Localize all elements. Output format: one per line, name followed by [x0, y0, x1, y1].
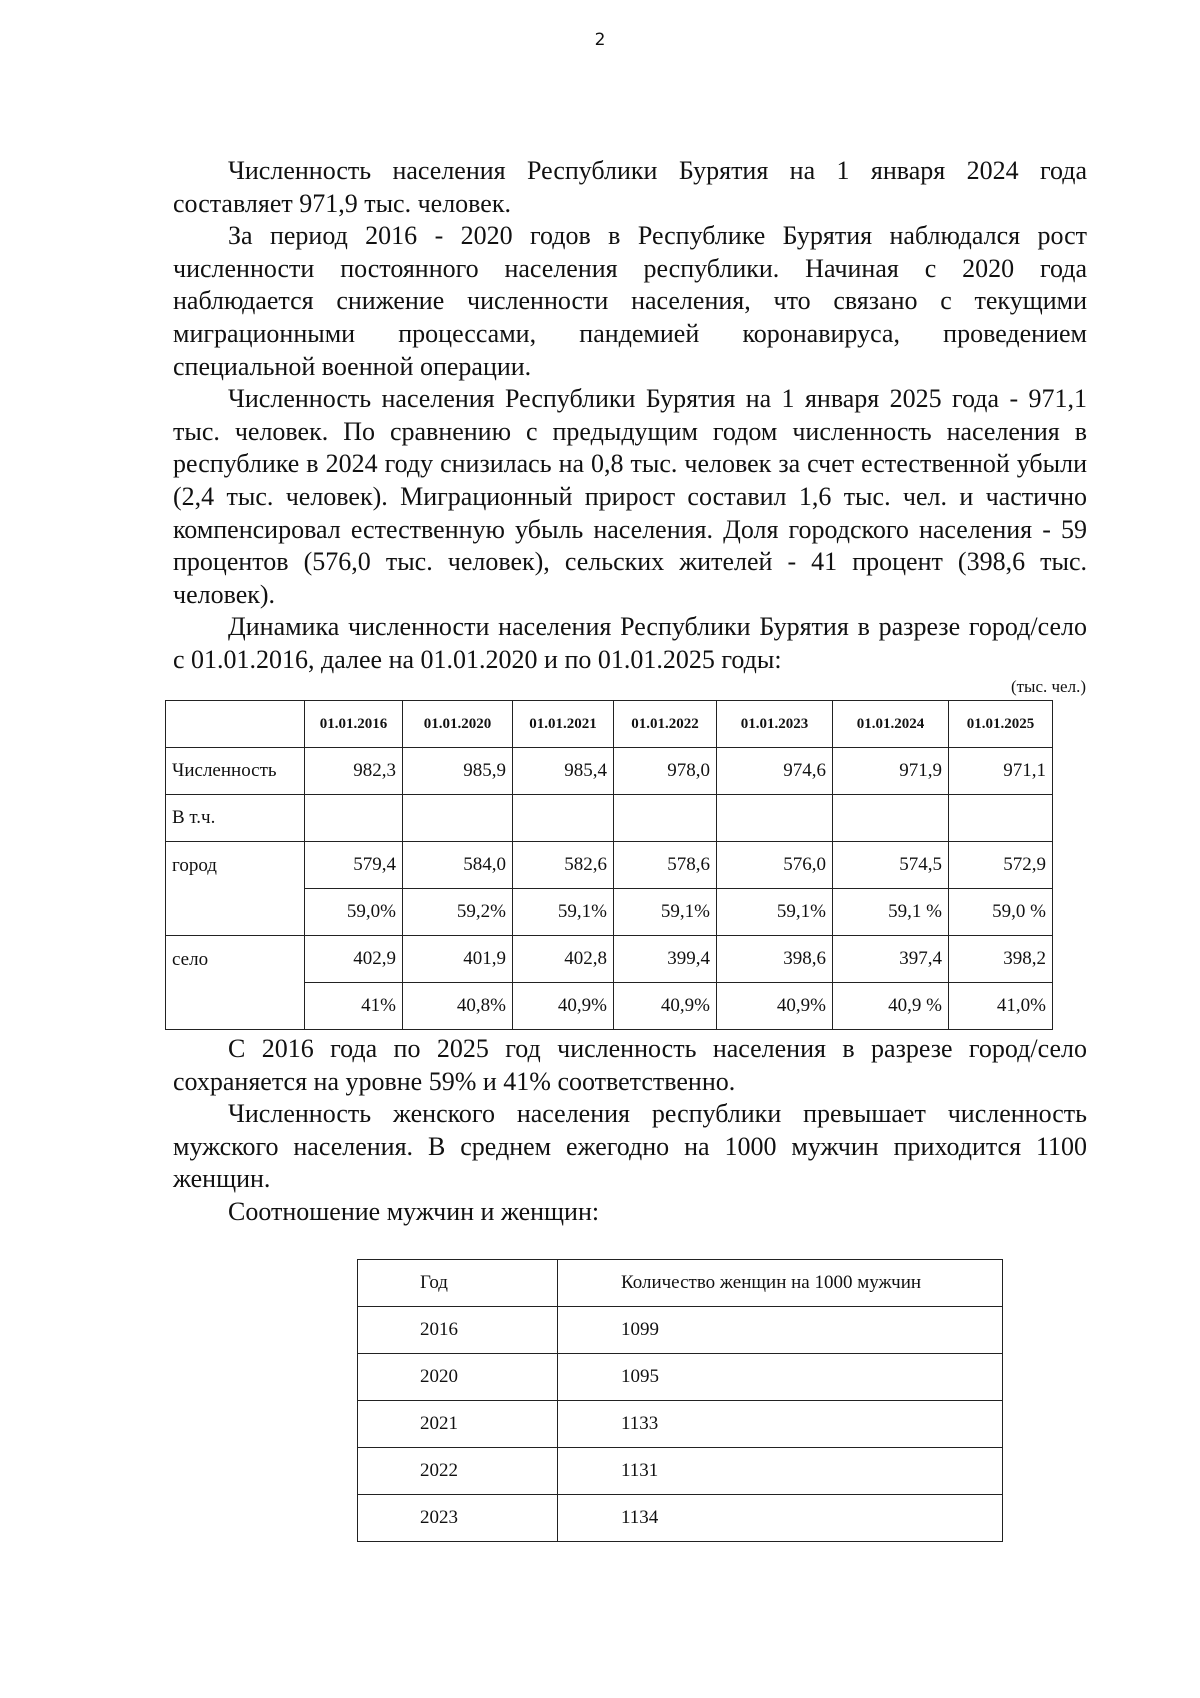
urban-value: 576,0 — [717, 842, 833, 889]
page-number: 2 — [594, 30, 606, 50]
header-date: 01.01.2022 — [614, 701, 717, 748]
row-rural — [166, 936, 1053, 983]
year-cell: 2022 — [358, 1448, 558, 1495]
rural-value: 398,2 — [949, 936, 1053, 983]
total-value: 985,9 — [403, 748, 513, 795]
urban-value: 574,5 — [833, 842, 949, 889]
urban-value: 584,0 — [403, 842, 513, 889]
ratio-cell: 1134 — [558, 1495, 1003, 1542]
population-dynamics-table — [165, 700, 1053, 1030]
urban-value: 578,6 — [614, 842, 717, 889]
rural-value: 402,8 — [513, 936, 614, 983]
paragraph-sex-ratio-intro: Соотношение мужчин и женщин: — [228, 1196, 600, 1226]
rural-share: 40,9% — [717, 983, 833, 1030]
rural-share: 41,0% — [949, 983, 1053, 1030]
summary-text — [173, 1033, 1087, 1229]
table-row — [358, 1495, 1003, 1542]
total-value: 982,3 — [305, 748, 403, 795]
empty-cell — [949, 795, 1053, 842]
paragraph-urban-rural-share: С 2016 года по 2025 год численность населения в разрезе город/село сохраняется на уровне 59% и 41% соответственно. — [173, 1034, 1087, 1096]
header-date: 01.01.2020 — [403, 701, 513, 748]
rural-share: 40,9 % — [833, 983, 949, 1030]
row-label: Численность — [166, 748, 305, 795]
total-value: 978,0 — [614, 748, 717, 795]
urban-share: 59,1% — [614, 889, 717, 936]
urban-share: 59,1 % — [833, 889, 949, 936]
rural-value: 399,4 — [614, 936, 717, 983]
ratio-cell: 1095 — [558, 1354, 1003, 1401]
total-value: 974,6 — [717, 748, 833, 795]
row-label: село — [166, 936, 305, 1030]
header-date: 01.01.2025 — [949, 701, 1053, 748]
row-label: В т.ч. — [166, 795, 305, 842]
year-cell: 2016 — [358, 1307, 558, 1354]
urban-share: 59,0% — [305, 889, 403, 936]
urban-share: 59,1% — [513, 889, 614, 936]
total-value: 971,9 — [833, 748, 949, 795]
header-women-per-1000-men: Количество женщин на 1000 мужчин — [558, 1260, 1003, 1307]
urban-value: 579,4 — [305, 842, 403, 889]
table-row — [358, 1448, 1003, 1495]
rural-share: 40,9% — [513, 983, 614, 1030]
paragraph-growth-period: За период 2016 - 2020 годов в Республике Бурятия наблюдался рост численности постоянного населения республики. Начиная с 2020 года наблюдается снижение численности населения, что связано с текущими миграционными процессами, пандемией коронавируса, проведением специальной военной операции. — [173, 221, 1087, 381]
header-date: 01.01.2023 — [717, 701, 833, 748]
table-header-row — [166, 701, 1053, 748]
header-empty-cell — [166, 701, 305, 748]
rural-value: 402,9 — [305, 936, 403, 983]
table-header-row — [358, 1260, 1003, 1307]
header-date: 01.01.2024 — [833, 701, 949, 748]
rural-value: 397,4 — [833, 936, 949, 983]
empty-cell — [717, 795, 833, 842]
paragraph-population-2024: Численность населения Республики Бурятия на 1 января 2024 года составляет 971,9 тыс. человек. — [173, 156, 1087, 218]
rural-share: 41% — [305, 983, 403, 1030]
urban-share: 59,0 % — [949, 889, 1053, 936]
year-cell: 2020 — [358, 1354, 558, 1401]
urban-share: 59,2% — [403, 889, 513, 936]
paragraph-female-excess: Численность женского населения республики превышает численность мужского населения. В среднем ежегодно на 1000 мужчин приходится 1100 женщин. — [173, 1099, 1087, 1194]
rural-share: 40,8% — [403, 983, 513, 1030]
total-value: 985,4 — [513, 748, 614, 795]
empty-cell — [614, 795, 717, 842]
ratio-cell: 1131 — [558, 1448, 1003, 1495]
rural-value: 401,9 — [403, 936, 513, 983]
table-row — [358, 1354, 1003, 1401]
urban-value: 582,6 — [513, 842, 614, 889]
empty-cell — [513, 795, 614, 842]
header-year: Год — [358, 1260, 558, 1307]
ratio-cell: 1133 — [558, 1401, 1003, 1448]
year-cell: 2021 — [358, 1401, 558, 1448]
sex-ratio-table — [357, 1259, 1003, 1542]
empty-cell — [833, 795, 949, 842]
ratio-cell: 1099 — [558, 1307, 1003, 1354]
paragraph-population-2025: Численность населения Республики Бурятия на 1 января 2025 года - 971,1 тыс. человек. По сравнению с предыдущим годом численность населения в республике в 2024 году снизилась на 0,8 тыс. человек за счет естественной убыли (2,4 тыс. человек). Миграционный прирост составил 1,6 тыс. чел. и частично компенсировал естественную убыль населения. Доля городского населения - 59 процентов (576,0 тыс. человек), сельских жителей - 41 процент (398,6 тыс. человек). — [173, 384, 1087, 609]
table-row — [358, 1307, 1003, 1354]
row-including — [166, 795, 1053, 842]
table-row — [358, 1401, 1003, 1448]
row-total — [166, 748, 1053, 795]
intro-text — [173, 155, 1087, 677]
paragraph-dynamics-intro: Динамика численности населения Республики Бурятия в разрезе город/село с 01.01.2016, далее на 01.01.2020 и по 01.01.2025 годы: — [173, 612, 1087, 674]
year-cell: 2023 — [358, 1495, 558, 1542]
unit-note: (тыс. чел.) — [1010, 677, 1086, 696]
urban-share: 59,1% — [717, 889, 833, 936]
row-label: город — [166, 842, 305, 936]
total-value: 971,1 — [949, 748, 1053, 795]
row-urban — [166, 842, 1053, 889]
rural-value: 398,6 — [717, 936, 833, 983]
urban-value: 572,9 — [949, 842, 1053, 889]
rural-share: 40,9% — [614, 983, 717, 1030]
empty-cell — [403, 795, 513, 842]
empty-cell — [305, 795, 403, 842]
header-date: 01.01.2016 — [305, 701, 403, 748]
header-date: 01.01.2021 — [513, 701, 614, 748]
